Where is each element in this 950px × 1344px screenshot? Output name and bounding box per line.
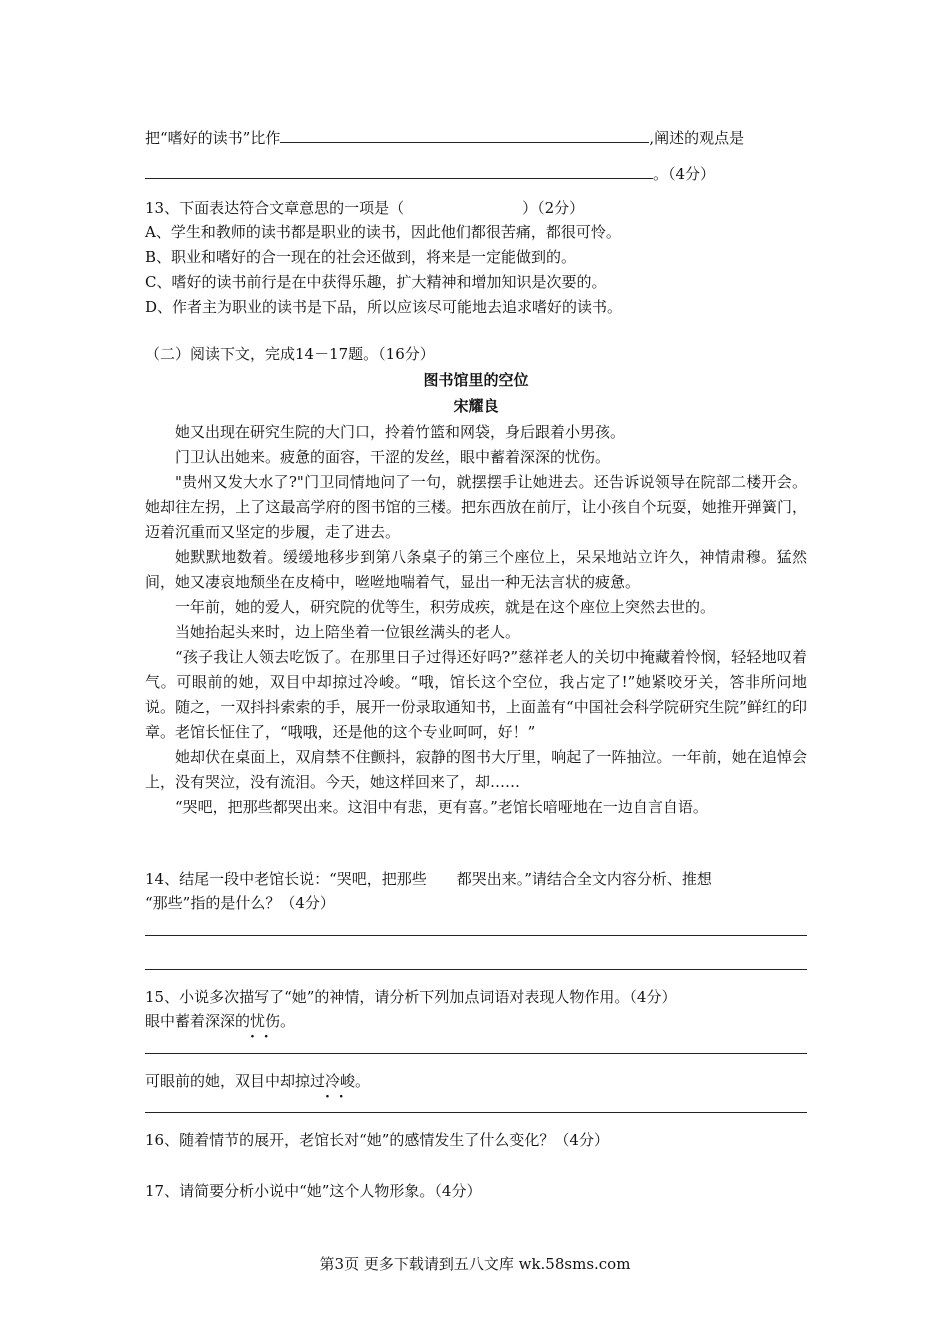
q13-stem-end: ）（2分） xyxy=(522,199,585,217)
q15-item2-post: 。 xyxy=(355,1072,371,1090)
q12-suffix: ,阐述的观点是 xyxy=(649,129,745,147)
q14-line-1 xyxy=(145,868,712,890)
article-author: 宋耀良 xyxy=(453,397,499,415)
q13-stem-text: 13、下面表达符合文章意思的一项是（ xyxy=(145,199,405,217)
q17-text: 17、请简要分析小说中“她”这个人物形象。（4分） xyxy=(145,1182,482,1200)
q15-item1-pre: 眼中蓄着深深的 xyxy=(145,1012,251,1030)
q12-blank-2 xyxy=(145,163,653,179)
article-paragraph: 当她抬起头来时，边上陪坐着一位银丝满头的老人。 xyxy=(175,623,521,641)
article-paragraph: 门卫认出她来。疲惫的面容，干涩的发丝，眼中蓄着深深的忧伤。 xyxy=(175,448,611,466)
q14-text-a: 14、结尾一段中老馆长说：“哭吧，把那些 xyxy=(145,870,427,888)
q12-blank-1 xyxy=(280,127,649,143)
q12-line-1 xyxy=(145,127,744,149)
answer-line xyxy=(145,969,807,970)
q16-text: 16、随着情节的展开，老馆长对“她”的感情发生了什么变化？（4分） xyxy=(145,1131,609,1149)
article-paragraph: 一年前，她的爱人，研究院的优等生，积劳成疾，就是在这个座位上突然去世的。 xyxy=(175,598,716,616)
q13-option-a: A、学生和教师的读书都是职业的读书，因此他们都很苦痛，都很可怜。 xyxy=(145,223,621,241)
article-paragraph: 她却伏在桌面上，双肩禁不住颤抖，寂静的图书大厅里，响起了一阵抽泣。一年前，她在追悼会上，没有哭泣，没有流泪。今天，她这样回来了，却…… xyxy=(145,748,807,791)
q12-prefix: 把“嗜好的读书”比作 xyxy=(145,129,281,147)
answer-line xyxy=(145,1112,807,1113)
q12-line-2 xyxy=(145,163,715,185)
q13-option-b: B、职业和嗜好的合一现在的社会还做到，将来是一定能做到的。 xyxy=(145,248,577,266)
article-paragraph: 她默默地数着。缓缓地移步到第八条桌子的第三个座位上，呆呆地站立许久，神情肃穆。猛然间，她又凄哀地颓坐在皮椅中，咝咝地喘着气，显出一种无法言状的疲惫。 xyxy=(145,548,807,591)
q14-line-2: “那些”指的是什么？（4分） xyxy=(145,894,335,912)
answer-line xyxy=(145,935,807,936)
page-footer: 第3页 更多下载请到五八文库 wk.58sms.com xyxy=(319,1255,631,1273)
q14-text-b: 都哭出来。”请结合全文内容分析、推想 xyxy=(456,870,712,888)
section2-intro: （二）阅读下文，完成14－17题。（16分） xyxy=(145,345,435,363)
article-paragraph: "贵州又发大水了?"门卫同情地问了一句，就摆摆手让她进去。还告诉说领导在院部二楼开会。她却往左拐，上了这最高学府的图书馆的三楼。把东西放在前厅，让小孩自个玩耍，她推开弹簧门，迈着沉重而又坚定的步履，走了进去。 xyxy=(145,473,807,541)
q12-end: 。（4分） xyxy=(653,165,716,183)
q13-stem xyxy=(145,197,584,219)
q15-item-2 xyxy=(145,1070,370,1092)
q15-stem: 15、小说多次描写了“她”的神情，请分析下列加点词语对表现人物作用。（4分） xyxy=(145,988,677,1006)
dotted-word: 冷峻 · · xyxy=(325,1072,355,1090)
q15-item1-post: 。 xyxy=(280,1012,296,1030)
article-title: 图书馆里的空位 xyxy=(423,371,529,389)
dotted-word: 忧伤 · · xyxy=(250,1012,280,1030)
q13-option-d: D、作者主为职业的读书是下品，所以应该尽可能地去追求嗜好的读书。 xyxy=(145,298,623,316)
article-paragraph: “哭吧，把那些都哭出来。这泪中有悲，更有喜。”老馆长喑哑地在一边自言自语。 xyxy=(175,798,708,816)
q15-item-1 xyxy=(145,1010,295,1032)
q15-item2-pre: 可眼前的她，双目中却掠过 xyxy=(145,1072,326,1090)
answer-line xyxy=(145,1053,807,1054)
article-paragraph: 她又出现在研究生院的大门口，拎着竹篮和网袋，身后跟着小男孩。 xyxy=(175,423,626,441)
q13-option-c: C、嗜好的读书前行是在中获得乐趣，扩大精神和增加知识是次要的。 xyxy=(145,273,607,291)
article-paragraph: “孩子我让人领去吃饭了。在那里日子过得还好吗?”慈祥老人的关切中掩藏着怜悯，轻轻地叹着气。可眼前的她，双目中却掠过冷峻。“哦，馆长这个空位，我占定了!”她紧咬牙关，答非所问地说。随之，一双抖抖索索的手，展开一份录取通知书，上面盖有“中国社会科学院研究生院”鲜红的印章。老馆长怔住了，“哦哦，还是他的这个专业呵呵，好！” xyxy=(145,648,807,741)
